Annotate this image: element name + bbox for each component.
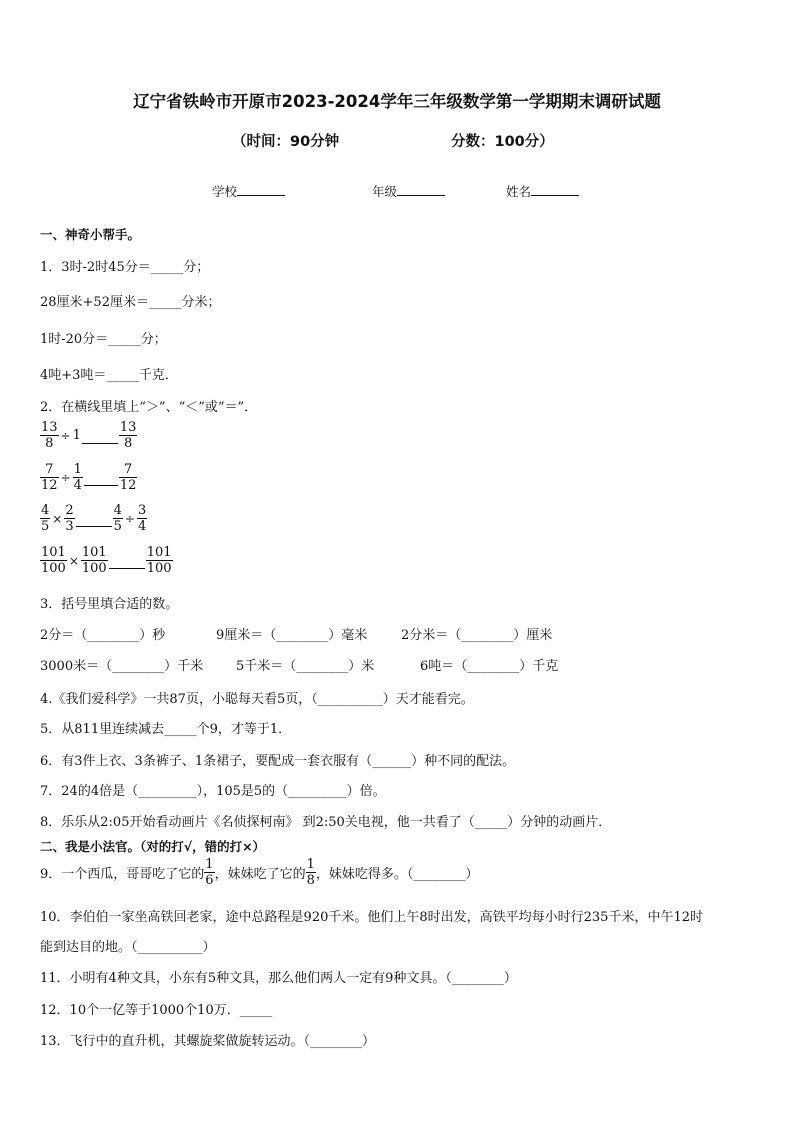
multiply-sign: × xyxy=(68,553,79,568)
section-heading-2: 二、我是小法官。（对的打√，错的打×） xyxy=(40,839,266,854)
question-11: 11．小明有4种文具，小东有5种文具，那么他们两人一定有9种文具。（________） xyxy=(40,971,517,986)
name-blank[interactable] xyxy=(531,183,579,196)
exam-score: 分数：100分） xyxy=(451,134,554,150)
question-12: 12．10个一亿等于1000个10万．_____ xyxy=(40,1003,273,1018)
divide-sign: ÷ xyxy=(60,470,71,485)
fraction: $\frac{101}{100}$ xyxy=(41,545,66,576)
exam-time: （时间：90分钟 xyxy=(232,134,340,150)
grade-field[interactable] xyxy=(372,182,445,200)
question-9 xyxy=(40,857,478,888)
question-7: 7．24的4倍是（_________），105是5的（_________）倍。 xyxy=(40,784,386,799)
answer-blank[interactable] xyxy=(82,442,118,444)
answer-blank[interactable] xyxy=(84,484,118,486)
answer-blank[interactable] xyxy=(76,525,112,527)
fraction: $\frac{7}{12}$ xyxy=(119,462,137,493)
school-label: 学校 xyxy=(212,184,238,199)
question-8: 8．乐乐从2:05开始看动画片《名侦探柯南》 到2:50关电视，他一共看了（_____）分钟的动画片． xyxy=(40,815,612,830)
fraction: $\frac{1}{4}$ xyxy=(73,462,82,493)
grade-label: 年级 xyxy=(372,184,398,199)
question-1a: 1．3时-2时45分＝_____分； xyxy=(40,260,210,275)
fraction: $\frac{101}{100}$ xyxy=(146,545,172,576)
fraction: $\frac{4}{5}$ xyxy=(41,503,50,534)
compare-row-4 xyxy=(40,545,173,576)
divide-sign: ÷ xyxy=(124,511,135,526)
q3-item: 2分＝（________）秒 xyxy=(40,628,166,643)
question-4: 4.《我们爱科学》一共87页，小聪每天看5页，（__________）天才能看完。 xyxy=(40,692,474,707)
question-3: 3．括号里填合适的数。 xyxy=(40,597,179,612)
q3-item: 2分米＝（________）厘米 xyxy=(401,628,553,643)
school-field[interactable] xyxy=(212,182,285,200)
fraction: $\frac{1}{8}$ xyxy=(306,857,315,888)
q9-text: ，妹妹吃得多。（________） xyxy=(315,867,479,882)
multiply-sign: × xyxy=(52,511,63,526)
question-6: 6．有3件上衣、3条裤子、1条裙子，要配成一套衣服有（______）种不同的配法。 xyxy=(40,754,516,769)
question-10a: 10．李伯伯一家坐高铁回老家，途中总路程是920千米。他们上午8时出发，高铁平均每小时行235千米，中午12时 xyxy=(40,910,703,925)
compare-row-2 xyxy=(40,462,137,493)
fraction: $\frac{7}{12}$ xyxy=(41,462,58,493)
page-title: 辽宁省铁岭市开原市2023-2024学年三年级数学第一学期期末调研试题 xyxy=(133,92,661,111)
section-heading-1: 一、神奇小帮手。 xyxy=(40,227,141,242)
fraction: $\frac{2}{3}$ xyxy=(65,503,74,534)
compare-row-1 xyxy=(40,420,137,451)
question-1d: 4吨+3吨＝_____千克． xyxy=(40,368,178,383)
fraction: $\frac{4}{5}$ xyxy=(113,503,122,534)
question-5: 5．从811里连续减去_____个9，才等于1． xyxy=(40,722,292,737)
school-blank[interactable] xyxy=(237,183,285,196)
fraction: $\frac{1}{6}$ xyxy=(205,857,214,888)
name-field[interactable] xyxy=(506,182,579,200)
fraction: $\frac{3}{4}$ xyxy=(137,503,147,534)
q3-item: 3000米＝（________）千米 xyxy=(40,659,204,674)
divide-sign: ÷ xyxy=(60,428,71,443)
q9-text: ，妹妹吃了它的 xyxy=(214,867,306,882)
q3-item: 9厘米＝（________）毫米 xyxy=(216,628,368,643)
answer-blank[interactable] xyxy=(109,567,145,569)
question-1b: 28厘米+52厘米＝_____分米； xyxy=(40,295,221,310)
question-10b: 能到达目的地。（__________） xyxy=(40,940,216,955)
grade-blank[interactable] xyxy=(397,183,445,196)
fraction: $\frac{13}{8}$ xyxy=(41,420,58,451)
q3-item: 5千米＝（________）米 xyxy=(236,659,375,674)
q9-text: 9．一个西瓜，哥哥吃了它的 xyxy=(40,867,205,882)
number: 1 xyxy=(72,428,81,443)
name-label: 姓名 xyxy=(506,184,532,199)
fraction: $\frac{13}{8}$ xyxy=(119,420,137,451)
question-13: 13．飞行中的直升机，其螺旋桨做旋转运动。（________） xyxy=(40,1034,376,1049)
fraction: $\frac{101}{100}$ xyxy=(81,545,107,576)
question-2: 2．在横线里填上“＞”、“＜”或“＝”． xyxy=(40,400,258,415)
compare-row-3 xyxy=(40,503,147,534)
question-1c: 1时-20分＝_____分； xyxy=(40,332,167,347)
q3-item: 6吨＝（________）千克 xyxy=(420,659,559,674)
